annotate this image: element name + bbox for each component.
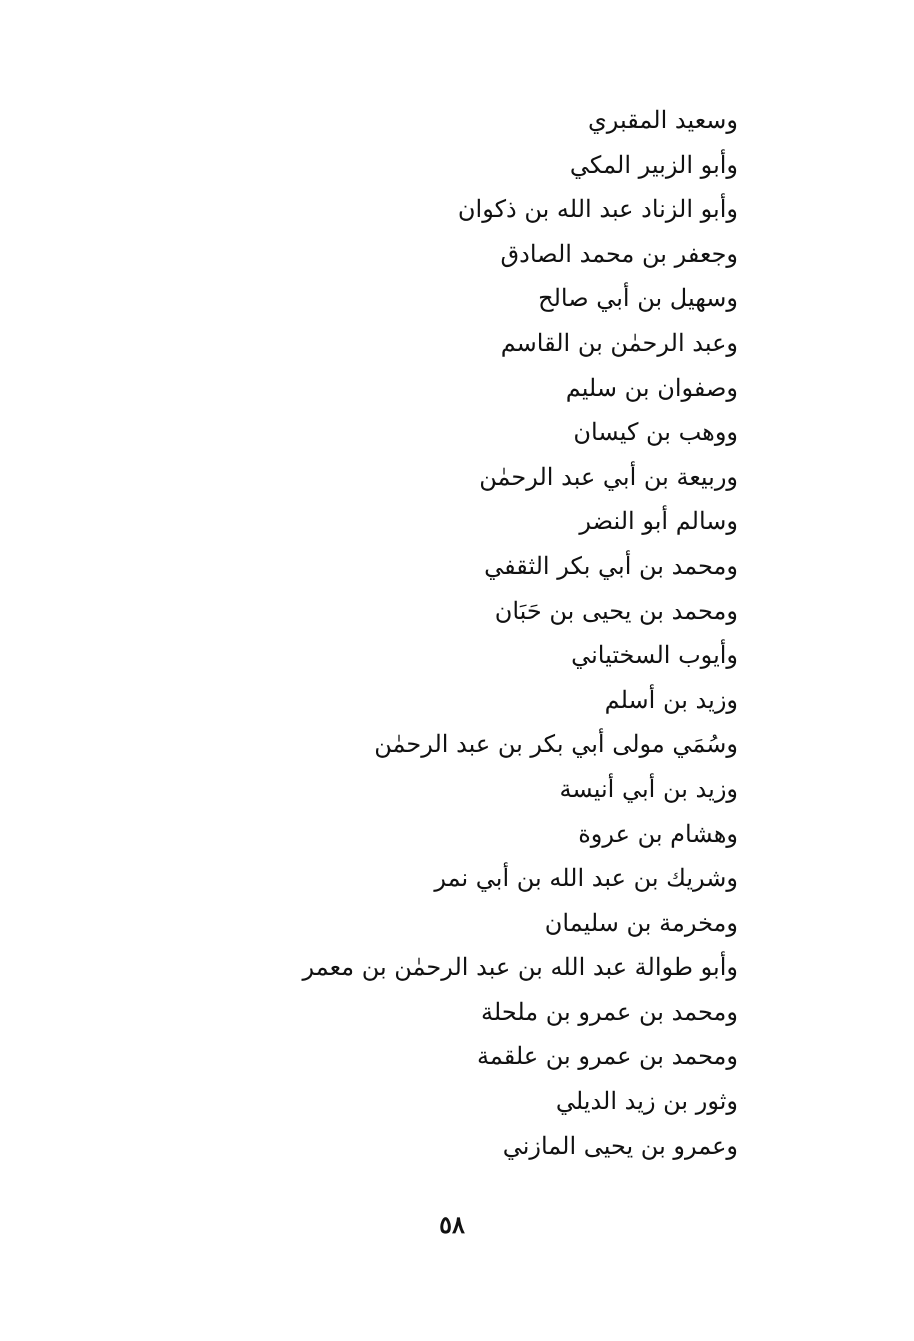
list-item: وصفوان بن سليم: [565, 373, 738, 402]
list-item: ومحمد بن أبي بكر الثقفي: [484, 551, 738, 580]
list-item: وسعيد المقبري: [587, 106, 738, 134]
list-item: وهشام بن عروة: [578, 819, 738, 848]
page-number: ٥٨: [439, 1210, 465, 1239]
list-item: وشريك بن عبد الله بن أبي نمر: [434, 864, 738, 893]
list-item: وأبو الزبير المكي: [569, 150, 738, 179]
list-item: وسهيل بن أبي صالح: [538, 284, 738, 313]
list-item: وربيعة بن أبي عبد الرحمٰن: [479, 462, 738, 491]
list-item: وثور بن زيد الديلي: [555, 1087, 738, 1116]
list-item: وسالم أبو النضر: [579, 507, 738, 536]
list-item: ومحمد بن يحيى بن حَبَان: [494, 596, 738, 625]
list-item: ومحمد بن عمرو بن ملحلة: [481, 997, 738, 1026]
list-item: وسُمَي مولى أبي بكر بن عبد الرحمٰن: [374, 730, 738, 759]
list-item: ومحمد بن عمرو بن علقمة: [477, 1042, 738, 1071]
list-item: وزيد بن أبي أنيسة: [559, 774, 738, 803]
list-item: وعبد الرحمٰن بن القاسم: [500, 328, 738, 357]
list-item: وأبو الزناد عبد الله بن ذكوان: [457, 195, 738, 224]
list-item: وزيد بن أسلم: [604, 685, 738, 714]
list-item: وجعفر بن محمد الصادق: [500, 239, 738, 268]
list-item: وعمرو بن يحيى المازني: [502, 1131, 738, 1160]
list-item: وأبو طوالة عبد الله بن عبد الرحمٰن بن معمر: [302, 953, 738, 982]
list-item: ومخرمة بن سليمان: [544, 908, 738, 937]
list-item: ووهب بن كيسان: [573, 418, 738, 447]
narrator-list: [138, 98, 738, 1168]
list-item: وأيوب السختياني: [571, 641, 738, 670]
